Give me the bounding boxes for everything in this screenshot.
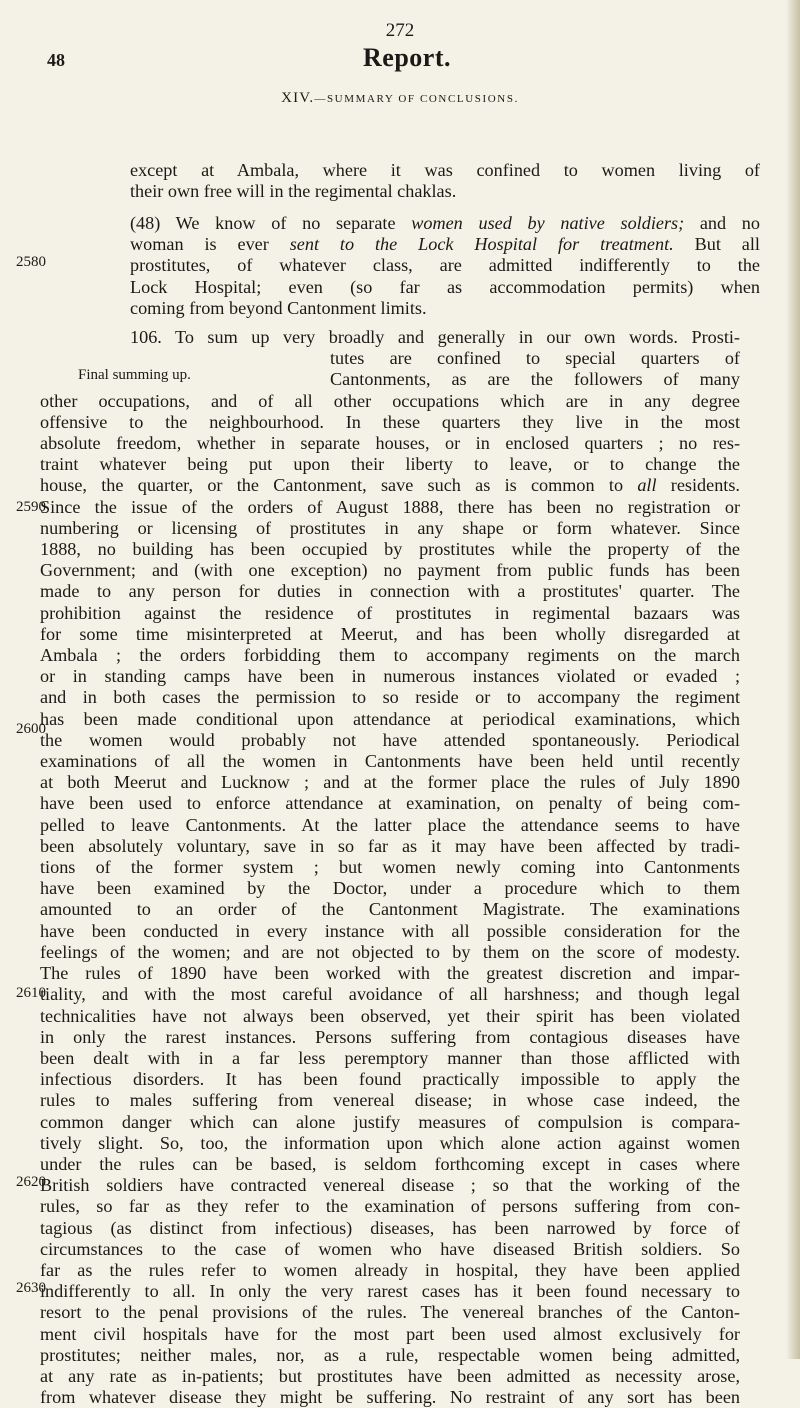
text-run: woman is ever bbox=[130, 234, 290, 255]
side-note: Final summing up. bbox=[78, 367, 191, 383]
text-line: ment civil hospitals have for the most part been used almost exclusively for bbox=[40, 1323, 740, 1344]
text-line: prostitutes; neither males, nor, as a rule, respectable women being admitted, bbox=[40, 1344, 740, 1365]
margin-line-number: 2600 bbox=[16, 721, 46, 737]
text-line: Government; and (with one exception) no payment from public funds has been bbox=[40, 560, 740, 581]
italic-run: women used by native soldiers; bbox=[411, 213, 685, 233]
text-line: 1888, no building has been occupied by prostitutes while the property of the bbox=[40, 539, 740, 560]
text-line: coming from beyond Cantonment limits. bbox=[130, 297, 427, 318]
text-line: other occupations, and of all other occupations which are in any degree bbox=[40, 390, 740, 411]
text-line: The rules of 1890 have been worked with the greatest discretion and impar- bbox=[40, 963, 740, 984]
margin-line-number: 2590 bbox=[16, 499, 46, 515]
text-run: house, the quarter, or the Cantonment, save such as is common to bbox=[40, 475, 638, 496]
text-line: tiality, and with the most careful avoidance of all harshness; and though legal bbox=[40, 984, 740, 1005]
text-line: made to any person for duties in connection with a prostitutes' quarter. The bbox=[40, 581, 740, 602]
text-line: offensive to the neighbourhood. In these quarters they live in the most bbox=[40, 411, 740, 432]
text-line: examinations of all the women in Cantonments have been held until recently bbox=[40, 751, 740, 772]
text-line: indifferently to all. In only the very rarest cases has it been found necessary to bbox=[40, 1281, 740, 1302]
text-line: Since the issue of the orders of August 1888, there has been no registration or bbox=[40, 496, 740, 517]
paragraph-continuation bbox=[40, 160, 760, 202]
page-edge bbox=[786, 0, 800, 1359]
text-line: Lock Hospital; even (so far as accommodation permits) when bbox=[130, 276, 760, 297]
text-line: resort to the penal provisions of the rules. The venereal branches of the Canton- bbox=[40, 1302, 740, 1323]
text-line: their own free will in the regimental chaklas. bbox=[130, 181, 457, 202]
italic-run: all bbox=[637, 475, 657, 496]
text-line: common danger which can alone justify measures of compulsion is compara- bbox=[40, 1111, 740, 1132]
text-line: infectious disorders. It has been found practically impossible to apply the bbox=[40, 1069, 740, 1090]
report-title: Report. bbox=[363, 43, 451, 72]
text-line: been dealt with in a far less peremptory manner than those afflicted with bbox=[40, 1047, 740, 1068]
text-line: British soldiers have contracted venereal disease ; so that the working of the bbox=[40, 1175, 740, 1196]
text-line: the women would probably not have attended spontaneously. Periodical bbox=[40, 729, 740, 750]
page-number: 272 bbox=[385, 20, 415, 41]
text-run: But all bbox=[673, 234, 760, 255]
margin-line-number: 2630 bbox=[16, 1280, 46, 1296]
text-line: traint whatever being put upon their liberty to leave, or to change the bbox=[40, 454, 740, 475]
folio-number: 48 bbox=[47, 50, 65, 70]
text-line: been absolutely voluntary, save in so far as it may have been affected by tradi- bbox=[40, 835, 740, 856]
paragraph-48 bbox=[40, 213, 760, 319]
text-line: far as the rules refer to women already in hospital, they have been applied bbox=[40, 1259, 740, 1280]
text-line: numbering or licensing of prostitutes in any shape or form whatever. Since bbox=[40, 517, 740, 538]
text-line: feelings of the women; and are not objected to by them on the score of modesty. bbox=[40, 941, 740, 962]
text-line: tagious (as distinct from infectious) diseases, has been narrowed by force of bbox=[40, 1217, 740, 1238]
text-line: for some time misinterpreted at Meerut, and has been wholly disregarded at bbox=[40, 623, 740, 644]
text-line bbox=[40, 234, 760, 255]
text-line: amounted to an order of the Cantonment Magistrate. The examinations bbox=[40, 899, 740, 920]
text-line bbox=[40, 475, 740, 496]
text-line: from whatever disease they might be suffering. No restraint of any sort has been bbox=[40, 1387, 740, 1408]
text-line: Ambala ; the orders forbidding them to accompany regiments on the march bbox=[40, 645, 740, 666]
text-line: have been used to enforce attendance at examination, on penalty of being com- bbox=[40, 793, 740, 814]
text-line: tions of the former system ; but women newly coming into Cantonments bbox=[40, 857, 740, 878]
text-run: and no bbox=[684, 213, 760, 233]
text-line: at any rate as in-patients; but prostitutes have been admitted as necessity arose, bbox=[40, 1365, 740, 1386]
text-line: except at Ambala, where it was confined to women living of bbox=[130, 160, 760, 180]
text-line: have been conducted in every instance with all possible consideration for the bbox=[40, 920, 740, 941]
margin-line-number: 2610 bbox=[16, 985, 46, 1001]
text-line: Cantonments, as are the followers of many bbox=[330, 369, 740, 390]
text-line: rules to males suffering from venereal disease; in whose case indeed, the bbox=[40, 1090, 740, 1111]
text-line: and in both cases the permission to so reside or to accompany the regiment bbox=[40, 687, 740, 708]
text-line: has been made conditional upon attendance at periodical examinations, which bbox=[40, 708, 740, 729]
text-line: prohibition against the residence of prostitutes in regimental bazaars was bbox=[40, 602, 740, 623]
text-line: at both Meerut and Lucknow ; and at the former place the rules of July 1890 bbox=[40, 772, 740, 793]
text-line: in only the rarest instances. Persons suffering from contagious diseases have bbox=[40, 1026, 740, 1047]
italic-run: sent to the Lock Hospital for treatment. bbox=[289, 234, 674, 255]
running-head bbox=[47, 43, 767, 77]
margin-line-number: 2620 bbox=[16, 1174, 46, 1190]
section-title: —SUMMARY OF CONCLUSIONS. bbox=[314, 93, 519, 105]
text-line: have been examined by the Doctor, under a procedure which to them bbox=[40, 878, 740, 899]
text-run: (48) We know of no separate bbox=[130, 213, 412, 233]
text-line: tively slight. So, too, the information upon which alone action against women bbox=[40, 1132, 740, 1153]
text-line: absolute freedom, whether in separate houses, or in enclosed quarters ; no res- bbox=[40, 433, 740, 454]
text-line: under the rules can be based, is seldom forthcoming except in cases where bbox=[40, 1153, 740, 1174]
text-line: prostitutes, of whatever class, are admitted indifferently to the bbox=[130, 255, 760, 276]
margin-line-number: 2580 bbox=[16, 254, 46, 270]
text-line: tutes are confined to special quarters of bbox=[330, 348, 740, 369]
text-line: or in standing camps have been in numerous instances violated or evaded ; bbox=[40, 666, 740, 687]
text-line bbox=[40, 213, 760, 234]
section-heading bbox=[0, 90, 800, 107]
text-line: technicalities have not always been observed, yet their spirit has been violated bbox=[40, 1005, 740, 1026]
text-line: pelled to leave Cantonments. At the latter place the attendance seems to have bbox=[40, 814, 740, 835]
paragraph-106 bbox=[40, 327, 740, 1408]
section-numeral: XIV. bbox=[281, 90, 315, 106]
text-line: rules, so far as they refer to the examination of persons suffering from con- bbox=[40, 1196, 740, 1217]
text-line: circumstances to the case of women who have diseased British soldiers. So bbox=[40, 1238, 740, 1259]
text-run: residents. bbox=[656, 475, 740, 496]
text-line: 106. To sum up very broadly and generally in our own words. Prosti- bbox=[130, 327, 740, 347]
